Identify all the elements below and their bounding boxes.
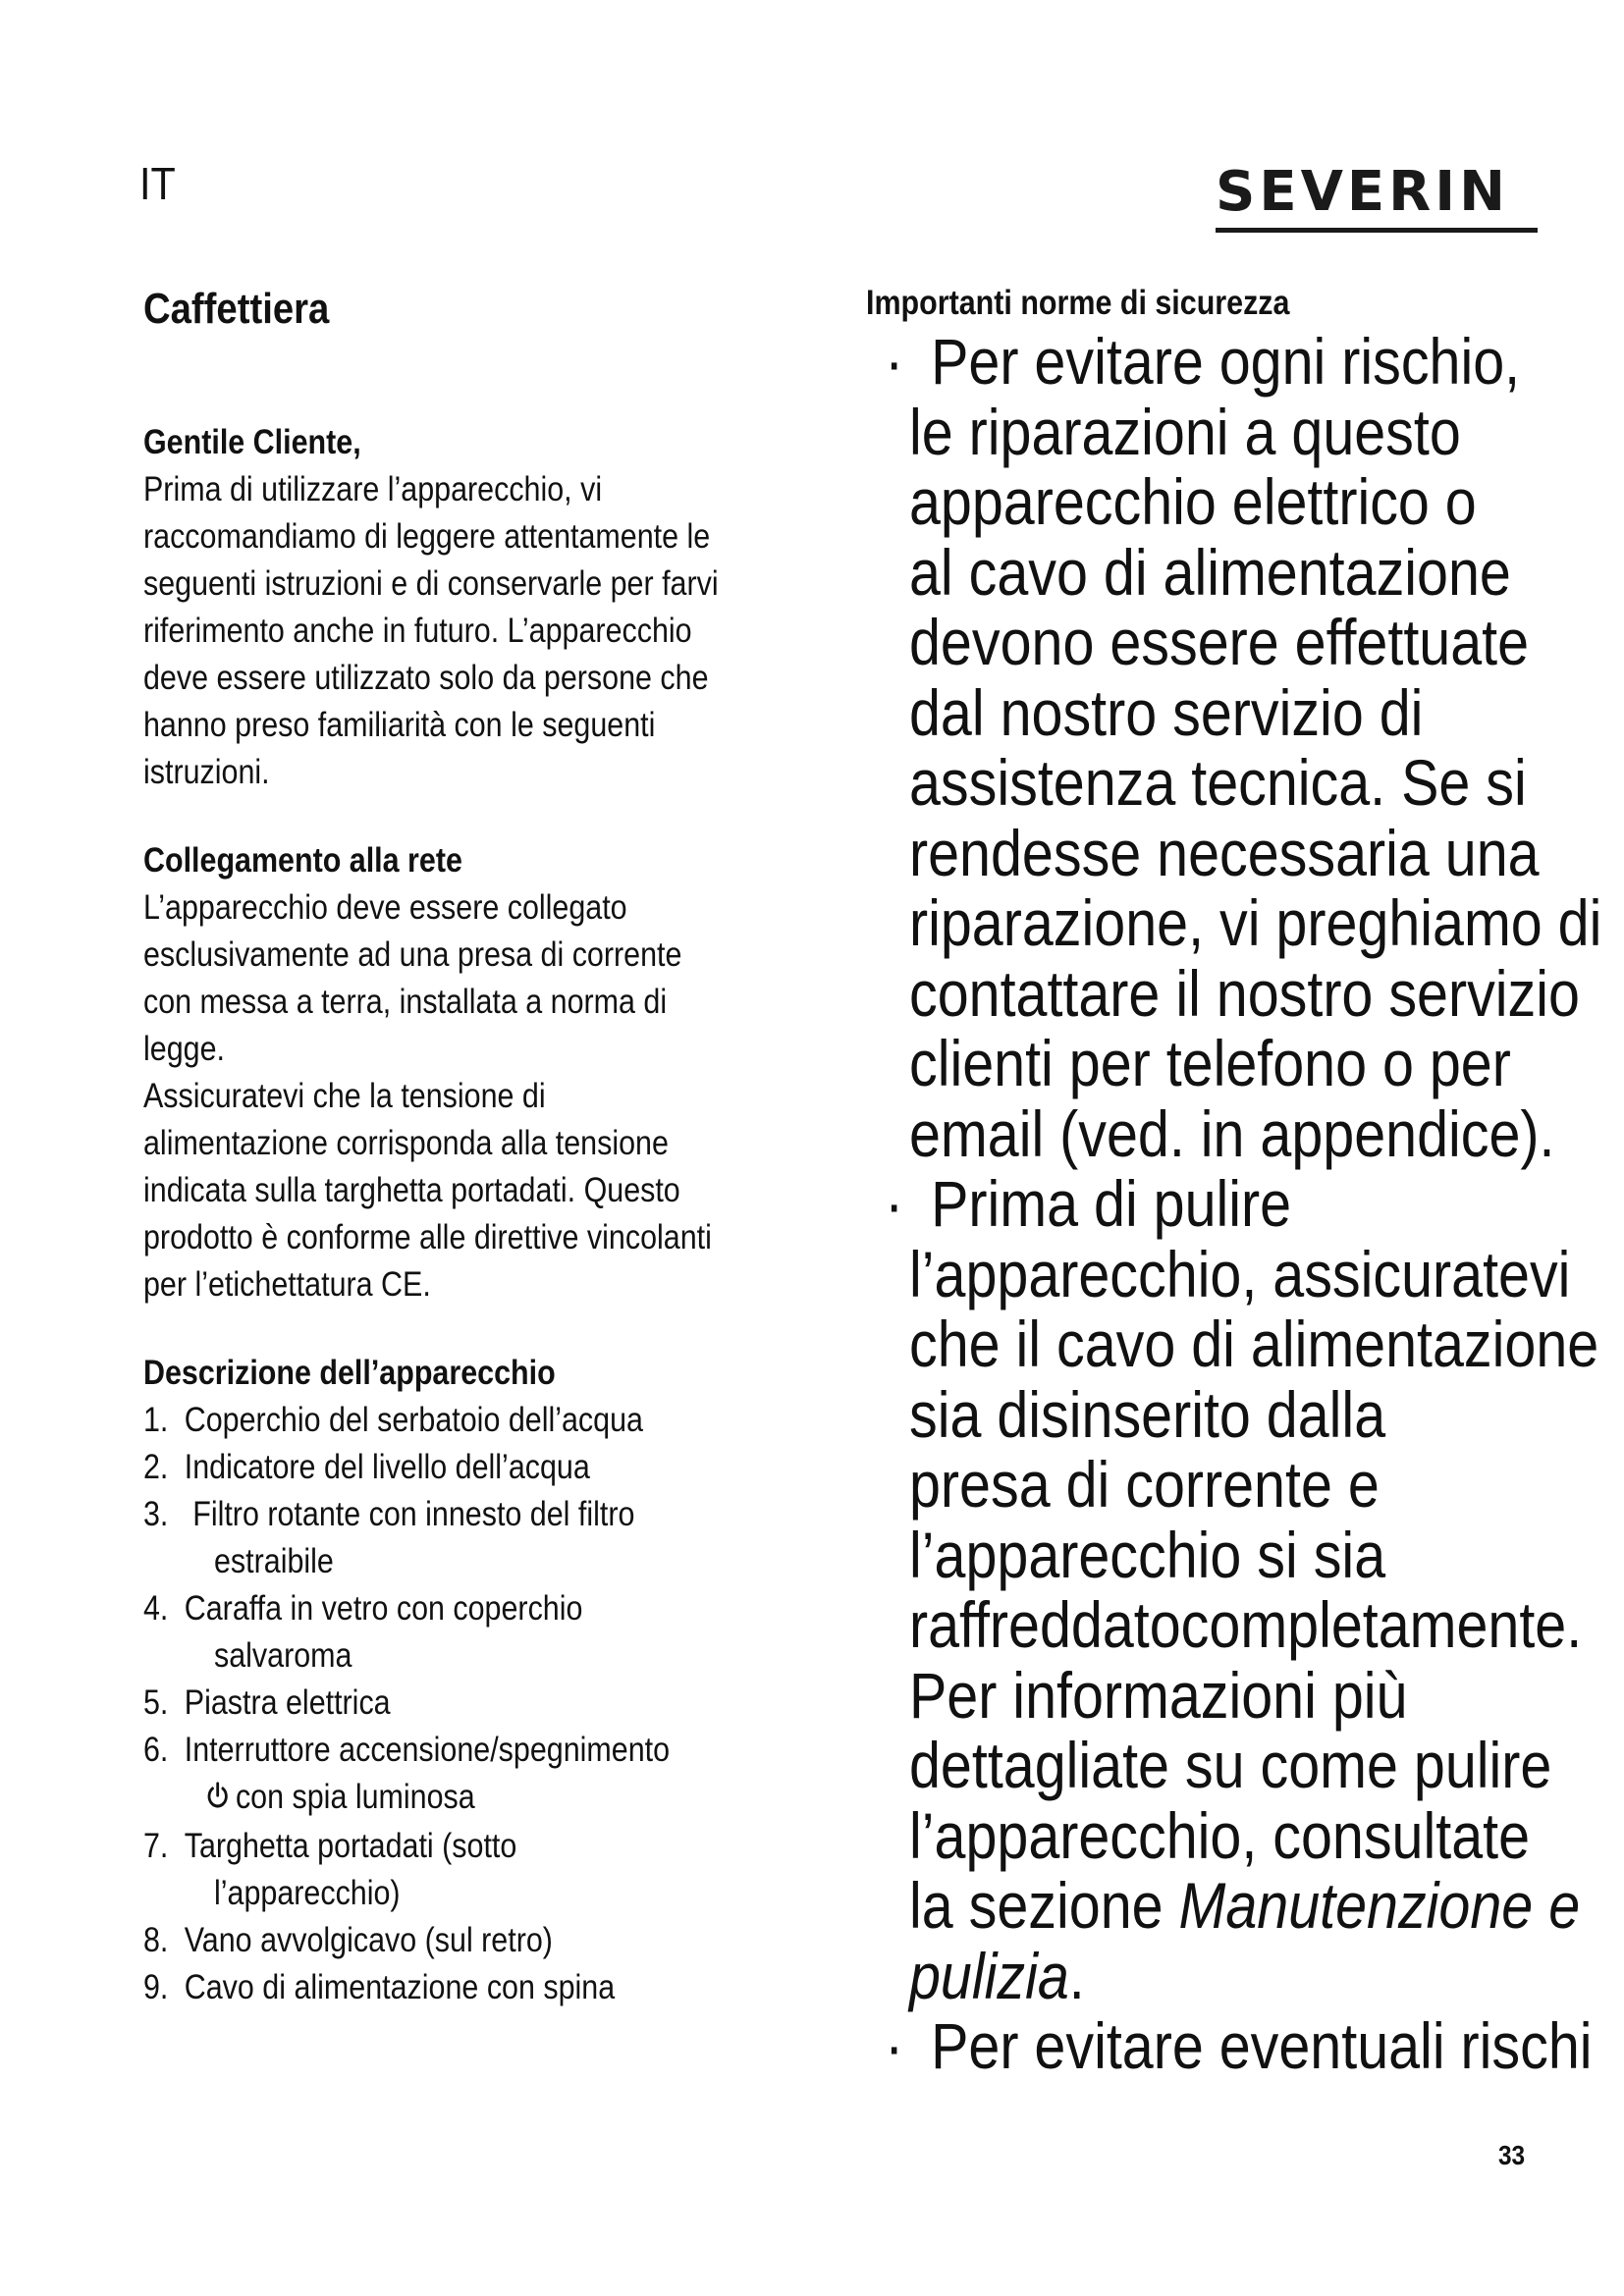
language-code: IT [139, 158, 176, 209]
list-item-continuation: salvaroma [214, 1636, 352, 1675]
bullet-marker: · [885, 325, 904, 398]
connection-line: Assicuratevi che la tensione di [143, 1077, 546, 1115]
connection-line: indicata sulla targhetta portadati. Questo [143, 1171, 680, 1209]
power-icon [205, 1776, 231, 1823]
document-title: Caffettiera [143, 285, 330, 333]
list-item: 5. Piastra elettrica [143, 1683, 391, 1722]
connection-line: prodotto è conforme alle direttive vincolanti [143, 1218, 712, 1256]
list-item: 7. Targhetta portadati (sotto [143, 1826, 517, 1865]
safety-bullet-3: · Per evitare eventuali rischi [866, 2011, 1593, 2082]
list-item: 2. Indicatore del livello dell’acqua [143, 1448, 590, 1486]
connection-line: con messa a terra, installata a norma di [143, 983, 668, 1021]
bullet-marker: · [885, 1167, 904, 1240]
greeting-line: raccomandiamo di leggere attentamente le [143, 517, 711, 556]
greeting-line: deve essere utilizzato solo da persone che [143, 659, 709, 697]
brand-name: SEVERIN [1216, 160, 1510, 224]
list-item-continuation: estraibile [214, 1542, 334, 1580]
manual-section-reference: Manutenzione e [1178, 1869, 1581, 1942]
greeting-line: hanno preso familiarità con le seguenti [143, 706, 656, 744]
greeting-line: riferimento anche in futuro. L’apparecchio [143, 612, 692, 650]
safety-heading: Importanti norme di sicurezza [866, 284, 1290, 322]
greeting-line: seguenti istruzioni e di conservarle per farvi [143, 564, 719, 603]
description-section [143, 1350, 821, 2011]
connection-heading: Collegamento alla rete [143, 841, 462, 880]
safety-bullet-1: · Per evitare ogni rischio, le riparazioni a questo apparecchio elettrico o al cavo di alimentazione devono essere effettuate dal nostro servizio di assistenza tecnica. Se si rendesse necessaria una riparazione, vi preghiamo di contattare il nostro servizio clienti per telefono o per email (ved. in appendice). [866, 327, 1593, 1169]
severin-logo [1216, 160, 1538, 233]
connection-line: esclusivamente ad una presa di corrente [143, 935, 682, 974]
greeting-line: istruzioni. [143, 753, 270, 791]
logo-underline [1216, 228, 1538, 233]
list-item: 3. Filtro rotante con innesto del filtro [143, 1495, 635, 1533]
greeting-section [143, 419, 821, 796]
connection-line: L’apparecchio deve essere collegato [143, 888, 627, 927]
greeting-heading: Gentile Cliente, [143, 423, 361, 461]
greeting-line: Prima di utilizzare l’apparecchio, vi [143, 470, 603, 508]
list-item: 4. Caraffa in vetro con coperchio [143, 1589, 583, 1628]
safety-bullet-2: · Prima di pulire l’apparecchio, assicuratevi che il cavo di alimentazione sia disinserito dalla presa di corrente e l’apparecchio si sia raffreddatocompletamente. Per informazioni più dettagliate su come pulire l’apparecchio, consultate la sezione Manutenzione e pulizia. [866, 1169, 1593, 2011]
right-column [866, 280, 1602, 2082]
connection-line: legge. [143, 1030, 225, 1068]
list-item: 1. Coperchio del serbatoio dell’acqua [143, 1401, 643, 1439]
list-item: 8. Vano avvolgicavo (sul retro) [143, 1920, 553, 1959]
page-number: 33 [1498, 2140, 1526, 2170]
left-column [143, 280, 821, 2011]
connection-line: per l’etichettatura CE. [143, 1265, 431, 1304]
description-heading: Descrizione dell’apparecchio [143, 1354, 556, 1392]
bullet-marker: · [885, 2009, 904, 2082]
manual-section-reference: pulizia [909, 1939, 1069, 2012]
connection-section [143, 837, 821, 1308]
connection-line: alimentazione corrisponda alla tensione [143, 1124, 669, 1162]
list-item: 9. Cavo di alimentazione con spina [143, 1967, 616, 2006]
list-item-continuation: l’apparecchio) [214, 1873, 401, 1912]
list-item-continuation: con spia luminosa [143, 1774, 821, 1823]
list-item: 6. Interruttore accensione/spegnimento [143, 1731, 671, 1769]
